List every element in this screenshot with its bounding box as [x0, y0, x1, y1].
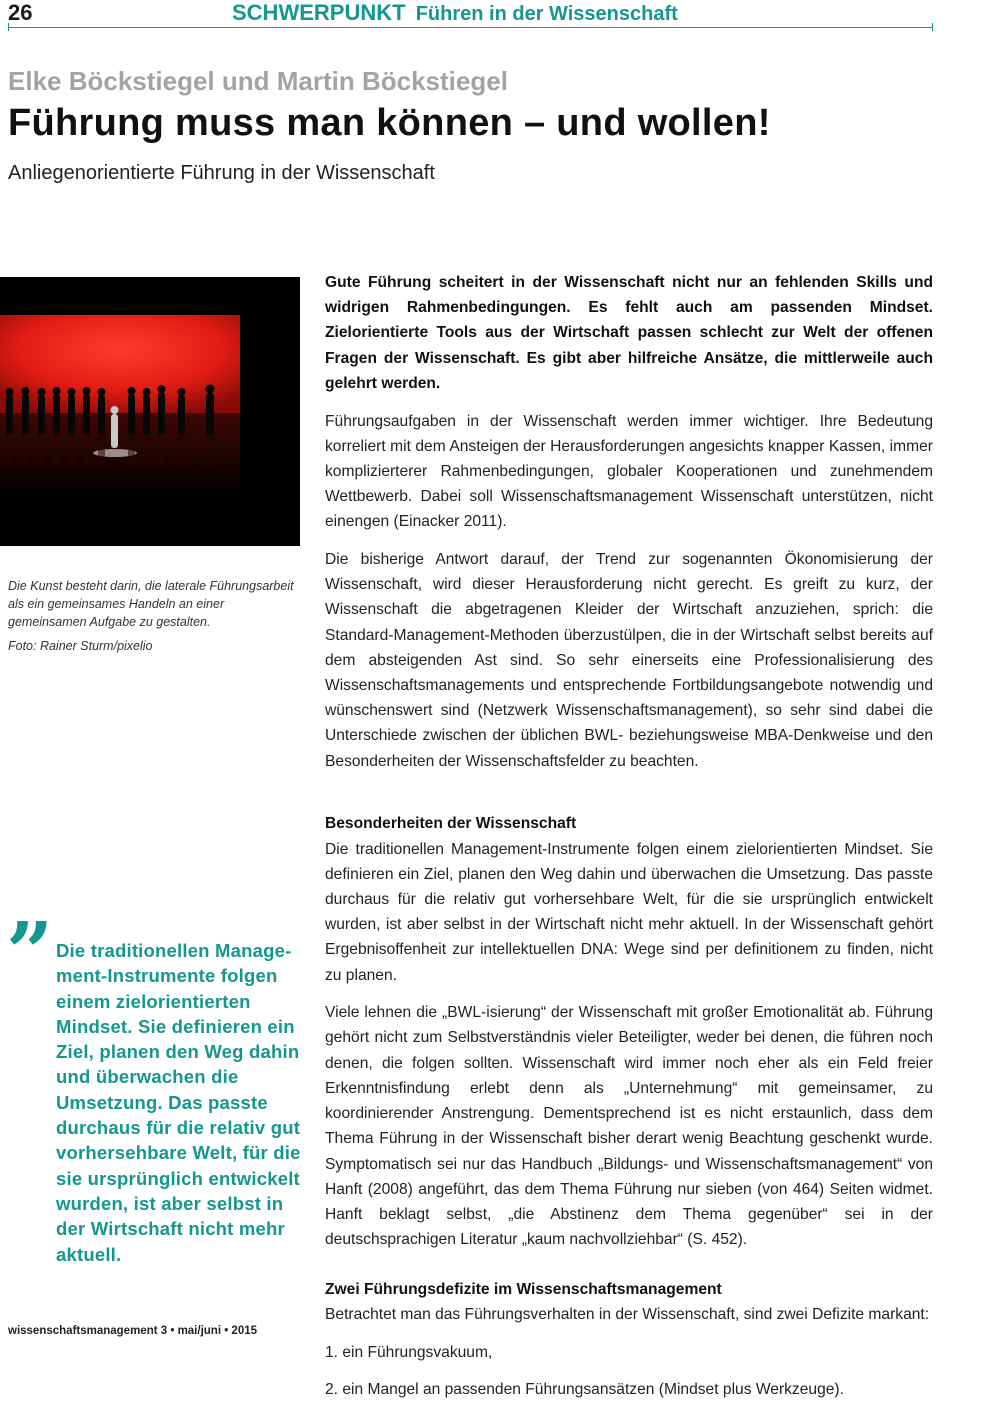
- list-item: 2. ein Mangel an passenden Führungsansätzen (Mindset plus Werkzeuge).: [325, 1381, 844, 1399]
- body-column: [325, 270, 933, 1415]
- header-rule: [8, 27, 933, 28]
- body-paragraph: Führungsaufgaben in der Wissenschaft werden immer wichtiger. Ihre Bedeutung korreliert mit dem Ansteigen der Herausforderungen angesichts knapper Kassen, immer komplizierterer Rahmenbedingungen, globaler Kooperationen und zunehmendem Wettbewerb. Dabei soll Wissenschaftsmanagement Wissenschaft unterstützen, nicht einengen (Einacker 2011).: [325, 412, 933, 531]
- quote-mark-icon: ”: [6, 905, 54, 1001]
- body-paragraph: Die bisherige Antwort darauf, der Trend zur sogenannten Ökonomisierung der Wissenschaft, wird dieser Herausforderung nicht gerecht. Es greift zu kurz, der Wissenschaft die abgetragenen Kleider der Wirtschaft anzuziehen, sprich: die Standard-Management-Methoden überzustülpen, die in der Wirtschaft selbst bereits auf dem absteigenden Ast sind. So sehr einerseits eine Professionalisierung des Wissenschaftsmanagements und entsprechende Fortbildungsangebote notwendig und wünschenswert sind (Netzwerk Wissenschaftsmanagement), so sehr sind dabei die Unterschiede zwischen der üblichen BWL- beziehungsweise MBA-Denkweise und den Besonderheiten der Wissenschaftsfelder zu beachten.: [325, 551, 933, 770]
- lead-paragraph: Gute Führung scheitert in der Wissenschaft nicht nur an fehlenden Skills und widrigen Rahmenbedingungen. Es fehlt auch am passenden Mindset. Zielorientierte Tools aus der Wirtschaft passen schlecht zur Welt der offenen Fragen der Wissenschaft. Es gibt aber hilfreiche Ansätze, die mittlerweile auch gelehrt werden.: [325, 274, 933, 392]
- section-kicker: SCHWERPUNKT: [232, 0, 406, 25]
- section-heading-defizite: Zwei Führungsdefizite im Wissenschaftsmanagement: [325, 1280, 722, 1298]
- caption-text: Die Kunst besteht darin, die laterale Führungsarbeit als ein gemeinsames Handeln an einer gemeinsamen Aufgabe zu gestalten.: [8, 579, 294, 629]
- list-item: 1. ein Führungsvakuum,: [325, 1343, 493, 1361]
- page-footer: wissenschaftsmanagement 3 • mai/juni • 2015: [8, 1325, 258, 1337]
- section-topic: Führen in der Wissenschaft: [415, 3, 678, 25]
- article-title: Führung muss man können – und wollen!: [8, 102, 771, 144]
- section-heading-besonderheiten: Besonderheiten der Wissenschaft: [325, 815, 577, 833]
- page-number: 26: [8, 0, 33, 25]
- body-paragraph: Viele lehnen die „BWL-isierung“ der Wissenschaft mit großer Emotionalität ab. Führung gehört nicht zum Selbstverständnis vieler Beteiligter, weder bei denen, die führen noch denen, die folgen sollten. Wissenschaft wird immer noch eher als ein Feld freier Erkenntnisfindung erlebt denn als „Unternehmung“ mit gemeinsamer, zu koordinierender Anstrengung. Dementsprechend ist es nicht erstaunlich, dass dem Thema Führung in der Wissenschaft bisher derart wenig Beachtung geschenkt wurde. Symptomatisch sei nur das Handbuch „Bildungs- und Wissenschaftsmanagement“ von Hanft (2008) angeführt, das dem Thema Führung nur sieben (von 464) Seiten widmet. Hanft beklagt selbst, „die Abstinenz dem Thema gegenüber“ sei in der deutschsprachigen Literatur „kaum nachvollziehbar“ (S. 452).: [325, 1004, 933, 1249]
- article-subtitle: Anliegenorientierte Führung in der Wissenschaft: [8, 162, 435, 184]
- pull-quote: Die traditionellen Management-Instrumente folgen einem zielorientierten Mindset. Sie definieren ein Ziel, planen den Weg dahin und überwachen die Umsetzung. Das passte durchaus für die relativ gut vorhersehbare Welt, für die sie ursprünglich entwickelt wurden, ist aber selbst in der Wirtschaft nicht mehr aktuell.: [56, 940, 301, 1265]
- section-heading: [232, 0, 678, 26]
- photo-credit: Foto: Rainer Sturm/pixelio: [8, 639, 153, 653]
- stage-photo-illustration: [0, 277, 300, 546]
- figure-caption: [8, 577, 298, 655]
- stage-photo: [0, 277, 300, 546]
- body-paragraph: Die traditionellen Management-Instrumente folgen einem zielorientierten Mindset. Sie definieren ein Ziel, planen den Weg dahin und überwachen die Umsetzung. Das passte durchaus für die relativ gut vorhersehbare Welt, für die sie ursprünglich entwickelt wurden, ist aber selbst in der Wirtschaft nicht mehr aktuell. In der Wissenschaft gehört Ergebnisoffenheit zur intellektuellen DNA: Wege sind per definitionem zu finden, nicht zu planen.: [325, 840, 933, 984]
- article-authors: Elke Böckstiegel und Martin Böckstiegel: [8, 66, 508, 96]
- body-paragraph: Betrachtet man das Führungsverhalten in der Wissenschaft, sind zwei Defizite markant:: [325, 1306, 930, 1324]
